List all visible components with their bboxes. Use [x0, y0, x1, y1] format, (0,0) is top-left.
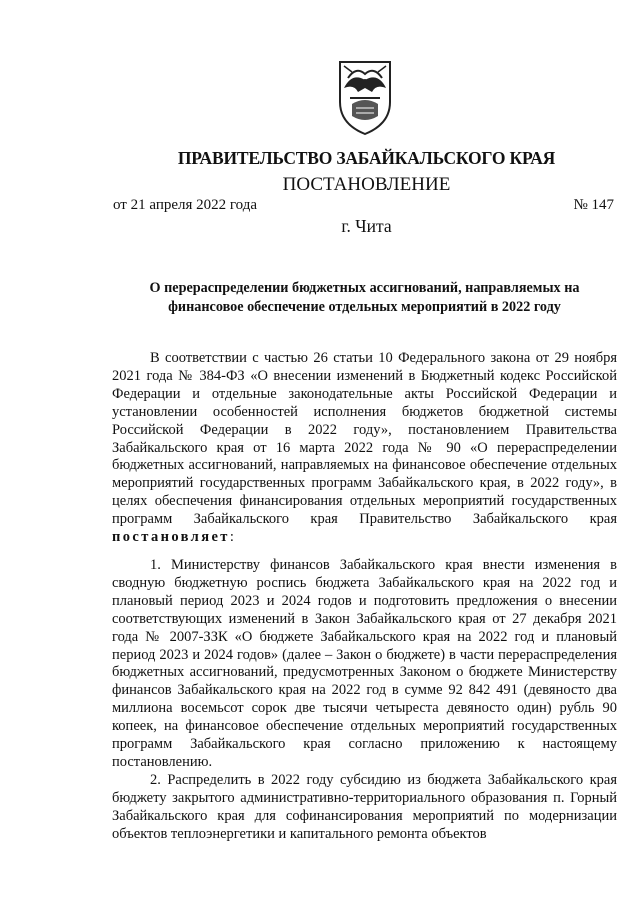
document-number: № 147	[573, 197, 614, 213]
document-city: г. Чита	[341, 216, 392, 236]
document-date: от 21 апреля 2022 года	[113, 197, 258, 213]
document-title: О перераспределении бюджетных ассигнований, направляемых на финансовое обеспечение отдельных мероприятий в 2022 году	[149, 280, 580, 315]
preamble-paragraph	[112, 350, 617, 547]
item-paragraph-1: 1. Министерству финансов Забайкальского края внести изменения в сводную бюджетную роспись бюджета Забайкальского края на 2022 год и плановый период 2023 и 2024 годов и подготовить предложения о внесении соответствующих изменений в Закон Забайкальского края от 27 декабря 2021 года № 2007-ЗЗК «О бюджете Забайкальского края на 2022 год и плановый период 2023 и 2024 годов» (далее – Закон о бюджете) в части перераспределения бюджетных ассигнований, предусмотренных Законом о бюджете Министерству финансов Забайкальского края на 2022 год в сумме 92 842 491 (девяносто два миллиона восемьсот сорок две тысячи четыреста девяносто один) рубль 90 копеек, на финансовое обеспечение отдельных мероприятий государственных программ Забайкальского края согласно приложению к настоящему постановлению.	[112, 556, 617, 770]
item-paragraph-2: 2. Распределить в 2022 году субсидию из бюджета Забайкальского края бюджету закрытого административно-территориального образования п. Горный Забайкальского края для софинансирования мероприятий по модернизации объектов теплоэнергетики и капитального ремонта объектов	[112, 771, 617, 842]
document-type: ПОСТАНОВЛЕНИЕ	[282, 174, 451, 195]
resolves-word: постановляет	[112, 529, 230, 546]
coat-of-arms-emblem	[330, 58, 400, 138]
document-body	[112, 350, 617, 843]
government-name: ПРАВИТЕЛЬСТВО ЗАБАЙКАЛЬСКОГО КРАЯ	[177, 148, 556, 168]
preamble-colon: :	[229, 529, 234, 546]
preamble-text: В соответствии с частью 26 статьи 10 Федерального закона от 29 ноября 2021 года № 384-ФЗ «О внесении изменений в Бюджетный кодекс Российской Федерации и отдельные законодательные акты Российской Федерации и установлении особенностей исполнения бюджетов бюджетной системы Российской Федерации в 2022 году», постановлением Правительства Забайкальского края от 16 марта 2022 года № 90 «О перераспределении бюджетных ассигнований, направляемых на финансовое обеспечение отдельных мероприятий государственных программ Забайкальского края, в 2022 году», в целях обеспечения финансирования отдельных мероприятий государственных программ Забайкальского края Правительство Забайкальского края	[112, 350, 617, 528]
